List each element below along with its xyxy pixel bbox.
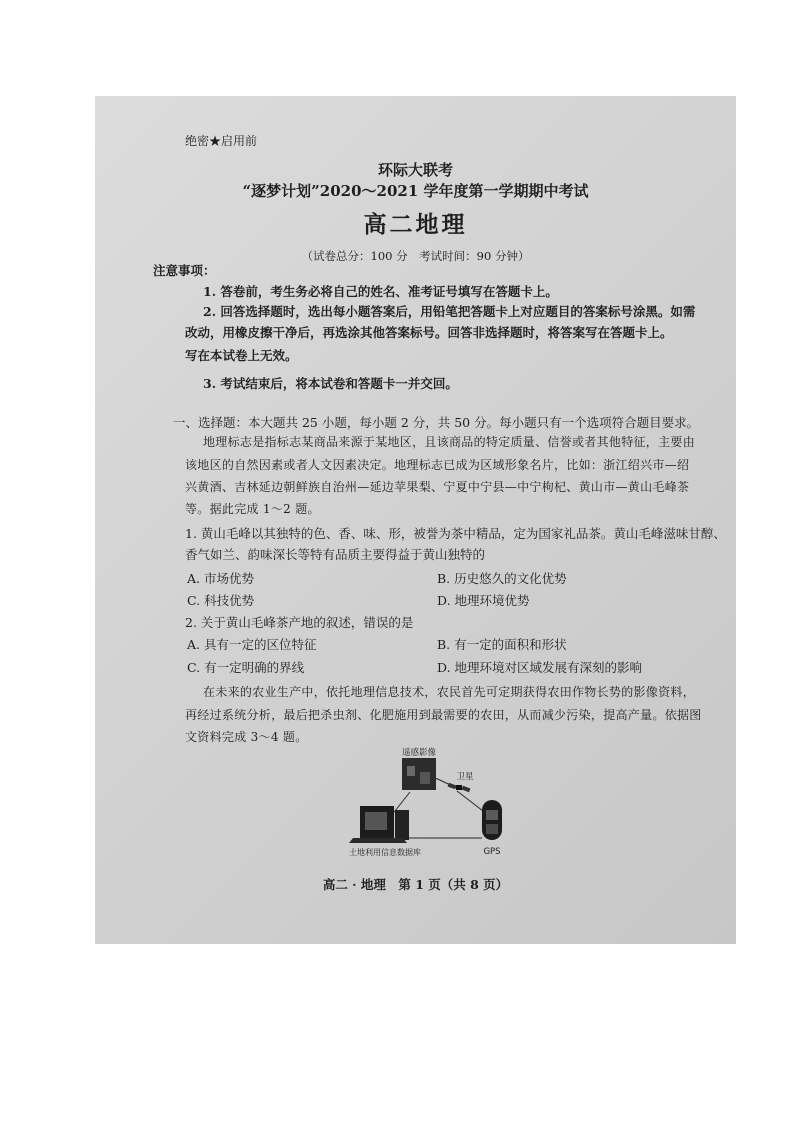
page-footer: 高二 · 地理 第 1 页（共 8 页） (322, 877, 509, 892)
passage-line: 地理标志是指标志某商品来源于某地区，且该商品的特定质量、信誉或者其他特征，主要由 (203, 435, 696, 449)
database-label: 土地利用信息数据库 (349, 848, 421, 857)
remote-sensing-image-patch (420, 772, 430, 784)
question-1-stem: 香气如兰、韵味深长等特有品质主要得益于黄山独特的 (185, 547, 486, 562)
subject-title: 高二地理 (363, 211, 468, 238)
notice-item: 2. 回答选择题时，选出每小题答案后，用铅笔把答题卡上对应题目的答案标号涂黑。如需 (203, 304, 696, 319)
notice-title: 注意事项： (153, 263, 216, 278)
gps-label: GPS (483, 847, 501, 857)
notice-item: 1. 答卷前，考生务必将自己的姓名、准考证号填写在答题卡上。 (203, 284, 558, 299)
remote-sensing-label: 遥感影像 (401, 748, 437, 758)
remote-sensing-image-patch (407, 766, 415, 776)
question-1-option-b: B. 历史悠久的文化优势 (437, 571, 567, 586)
exam-name: “逐梦计划”2020～2021 学年度第一学期期中考试 (242, 182, 589, 200)
question-1-option-d: D. 地理环境优势 (437, 593, 530, 608)
gps-device-icon (482, 800, 502, 840)
passage-line: 再经过系统分析，最后把杀虫剂、化肥施用到最需要的农田，从而减少污染，提高产量。依据图 (185, 708, 702, 722)
question-2-option-c: C. 有一定明确的界线 (187, 660, 305, 675)
question-2-stem: 2. 关于黄山毛峰茶产地的叙述，错误的是 (185, 615, 414, 630)
passage-line: 该地区的自然因素或者人文因素决定。地理标志已成为区域形象名片，比如：浙江绍兴市—绍 (185, 458, 690, 472)
question-1-option-c: C. 科技优势 (187, 593, 255, 608)
question-1-stem: 1. 黄山毛峰以其独特的色、香、味、形，被誉为茶中精品，定为国家礼品茶。黄山毛峰滋味甘醇、 (185, 526, 726, 541)
question-1-option-a: A. 市场优势 (187, 571, 254, 586)
notice-item: 写在本试卷上无效。 (185, 348, 298, 363)
exam-meta: （试卷总分：100 分 考试时间：90 分钟） (301, 249, 530, 263)
section-heading: 一、选择题：本大题共 25 小题，每小题 2 分，共 50 分。每小题只有一个选项符合题目要求。 (173, 415, 700, 430)
question-2-option-b: B. 有一定的面积和形状 (437, 637, 567, 652)
passage-line: 兴黄酒、吉林延边朝鲜族自治州—延边苹果梨、宁夏中宁县—中宁枸杞、黄山市—黄山毛峰茶 (185, 480, 690, 494)
passage-line: 在未来的农业生产中，依托地理信息技术，农民首先可定期获得农田作物长势的影像资料， (203, 685, 696, 699)
passage-line: 等。据此完成 1～2 题。 (185, 502, 320, 516)
computer-icon (349, 806, 409, 843)
satellite-label: 卫星 (456, 772, 474, 782)
question-2-option-d: D. 地理环境对区域发展有深刻的影响 (437, 660, 643, 675)
satellite-icon (448, 783, 471, 792)
gis-diagram (345, 746, 545, 861)
exam-organizer: 环际大联考 (377, 161, 453, 179)
notice-item: 3. 考试结束后，将本试卷和答题卡一并交回。 (203, 376, 458, 391)
question-2-option-a: A. 具有一定的区位特征 (187, 637, 317, 652)
exam-page-photo (95, 96, 736, 944)
passage-line: 文资料完成 3～4 题。 (185, 730, 308, 744)
notice-item: 改动，用橡皮擦干净后，再选涂其他答案标号。回答非选择题时，将答案写在答题卡上。 (185, 325, 673, 340)
classified-label: 绝密★启用前 (185, 134, 258, 148)
